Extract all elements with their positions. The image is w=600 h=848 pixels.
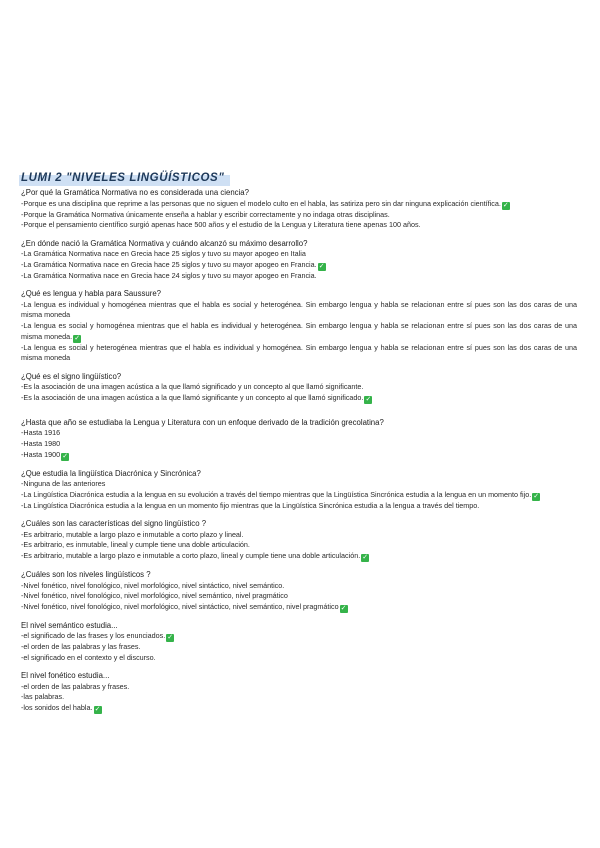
answer-option: [21, 199, 577, 210]
answer-text: -los sonidos del habla.: [21, 703, 93, 713]
answer-option: [21, 382, 577, 393]
question-list: [21, 188, 577, 714]
question-text: ¿En dónde nació la Gramática Normativa y cuándo alcanzó su máximo desarrollo?: [21, 238, 308, 248]
answer-option: [21, 321, 577, 343]
answer-option: [21, 393, 577, 404]
check-mark-icon: ✓: [318, 262, 325, 270]
answer-text: -La lengua es individual y homogénea mientras que el habla es social y heterogénea. Sin embargo lengua y habla se relacionan entre sí pues son las dos caras de una misma moneda: [21, 299, 577, 320]
answer-option: [21, 692, 577, 703]
answer-text: -La Lingüística Diacrónica estudia a la lengua en su evolución a través del tiempo mientras que la Lingüística Sincrónica estudia a la lengua en un momento fijo.: [21, 489, 532, 499]
question-text: ¿Cuáles son los niveles lingüísticos ?: [21, 570, 151, 579]
answer-text: -Porque es una disciplina que reprime a las personas que no siguen el modelo culto en el habla, las satiriza pero sin dar ninguna explicación científica.: [21, 198, 501, 208]
answer-option: [21, 300, 577, 321]
check-mark-icon: ✓: [340, 604, 347, 612]
answer-text: -Es la asociación de una imagen acústica a la que llamó significado y un concepto al que llamó significante.: [21, 382, 364, 392]
answer-option: [21, 249, 577, 260]
question-block: [21, 188, 577, 231]
answer-text: -el significado de las frases y los enunciados.: [21, 631, 166, 641]
answer-option: [21, 540, 577, 551]
answer-text: -Es arbitrario, es inmutable, lineal y cumple tiene una doble articulación.: [21, 540, 250, 550]
question-text: ¿Por qué la Gramática Normativa no es considerada una ciencia?: [21, 188, 249, 197]
question-block: [21, 418, 577, 461]
answer-text: -La Gramática Normativa nace en Grecia hace 25 siglos y tuvo su mayor apogeo en Italia: [21, 249, 306, 259]
answer-text: -Es arbitrario, mutable a largo plazo e inmutable a corto plazo, lineal y cumple tiene una doble articulación.: [21, 551, 361, 560]
question-block: [21, 519, 577, 562]
answer-text: -Hasta 1916: [21, 428, 61, 438]
check-mark-icon: ✓: [362, 554, 369, 561]
question-text: ¿Hasta que año se estudiaba la Lengua y Literatura con un enfoque derivado de la tradición grecolatina?: [21, 417, 384, 427]
answer-option: [21, 220, 577, 231]
answer-text: -Hasta 1900: [21, 449, 61, 459]
question-text: ¿Qué es lengua y habla para Saussure?: [21, 289, 162, 299]
question-text: ¿Qué es el signo lingüístico?: [21, 371, 122, 381]
answer-option: [21, 682, 577, 693]
question-text: El nivel fonético estudia...: [21, 671, 110, 681]
question-block: [21, 570, 577, 613]
check-mark-icon: ✓: [167, 634, 174, 642]
answer-text: -el orden de las palabras y las frases.: [21, 642, 141, 652]
answer-option: [21, 642, 577, 653]
answer-option: [21, 602, 577, 613]
answer-option: [21, 260, 577, 271]
check-mark-icon: ✓: [62, 452, 69, 460]
question-block: [21, 239, 577, 282]
answer-option: [21, 439, 577, 450]
answer-option: [21, 653, 577, 664]
answer-text: -La lengua es social y homogénea mientras que el habla es individual y heterogénea. Sin embargo lengua y habla se relacionan entre sí pues son las dos caras de una misma moneda.: [21, 321, 577, 341]
check-mark-icon: ✓: [502, 201, 509, 209]
answer-text: -Ninguna de las anteriores: [21, 479, 106, 489]
answer-text: -Nivel fonético, nivel fonológico, nivel morfológico, nivel semántico, nivel pragmático: [21, 591, 288, 601]
answer-text: -La Lingüística Diacrónica estudia a la lengua en un momento fijo mientras que la Lingüística Sincrónica estudia a la lengua a través del tiempo.: [21, 500, 480, 510]
document-title: LUMI 2 "NIVELES LINGÜÍSTICOS": [21, 172, 225, 184]
answer-text: -Hasta 1980: [21, 439, 61, 449]
answer-option: [21, 501, 577, 512]
question-block: [21, 372, 577, 404]
answer-text: -La Gramática Normativa nace en Grecia hace 24 siglos y tuvo su mayor apogeo en Francia.: [21, 270, 317, 280]
question-text: ¿Que estudia la lingüística Diacrónica y Sincrónica?: [21, 468, 201, 478]
question-text: El nivel semántico estudia...: [21, 620, 118, 630]
answer-option: [21, 428, 577, 439]
answer-option: [21, 631, 577, 642]
check-mark-icon: ✓: [365, 395, 372, 403]
answer-option: [21, 271, 577, 282]
answer-text: -Es la asociación de una imagen acústica a la que llamó significante y un concepto al que llamó significado.: [21, 392, 364, 402]
answer-text: -Nivel fonético, nivel fonológico, nivel morfológico, nivel sintáctico, nivel semántico.: [21, 580, 285, 590]
answer-text: -Porque el pensamiento científico surgió apenas hace 500 años y el estudio de la Lengua y Literatura tiene apenas 100 años.: [21, 220, 421, 230]
answer-option: [21, 591, 577, 602]
answer-option: [21, 210, 577, 221]
question-block: [21, 289, 577, 363]
answer-option: [21, 530, 577, 541]
document-content: [21, 168, 577, 722]
question-block: [21, 671, 577, 714]
answer-text: -Porque la Gramática Normativa únicamente enseña a hablar y escribir correctamente y no indaga otras disciplinas.: [21, 209, 390, 219]
answer-option: [21, 581, 577, 592]
check-mark-icon: ✓: [533, 492, 540, 500]
answer-text: -La Gramática Normativa nace en Grecia hace 25 siglos y tuvo su mayor apogeo en Francia.: [21, 259, 317, 269]
answer-option: [21, 450, 577, 461]
answer-text: -La lengua es social y heterogénea mientras que el habla es individual y homogénea. Sin embargo lengua y habla se relacionan entre sí pues son las dos caras de una misma moneda: [21, 342, 577, 363]
answer-option: [21, 490, 577, 501]
answer-option: [21, 551, 577, 562]
question-block: [21, 469, 577, 512]
title-wrapper: [21, 172, 224, 184]
answer-option: [21, 703, 577, 714]
check-mark-icon: ✓: [74, 334, 81, 342]
question-text: ¿Cuáles son las características del signo lingüístico ?: [21, 519, 207, 529]
answer-option: [21, 343, 577, 364]
question-block: [21, 621, 577, 664]
answer-text: -Nivel fonético, nivel fonológico, nivel morfológico, nivel sintáctico, nivel semántico, nivel pragmático: [21, 601, 339, 611]
answer-text: -Es arbitrario, mutable a largo plazo e inmutable a corto plazo y lineal.: [21, 529, 244, 539]
answer-text: -las palabras.: [21, 692, 65, 702]
check-mark-icon: ✓: [94, 706, 101, 714]
answer-text: -el significado en el contexto y el discurso.: [21, 652, 156, 662]
answer-text: -el orden de las palabras y frases.: [21, 681, 130, 691]
answer-option: [21, 479, 577, 490]
